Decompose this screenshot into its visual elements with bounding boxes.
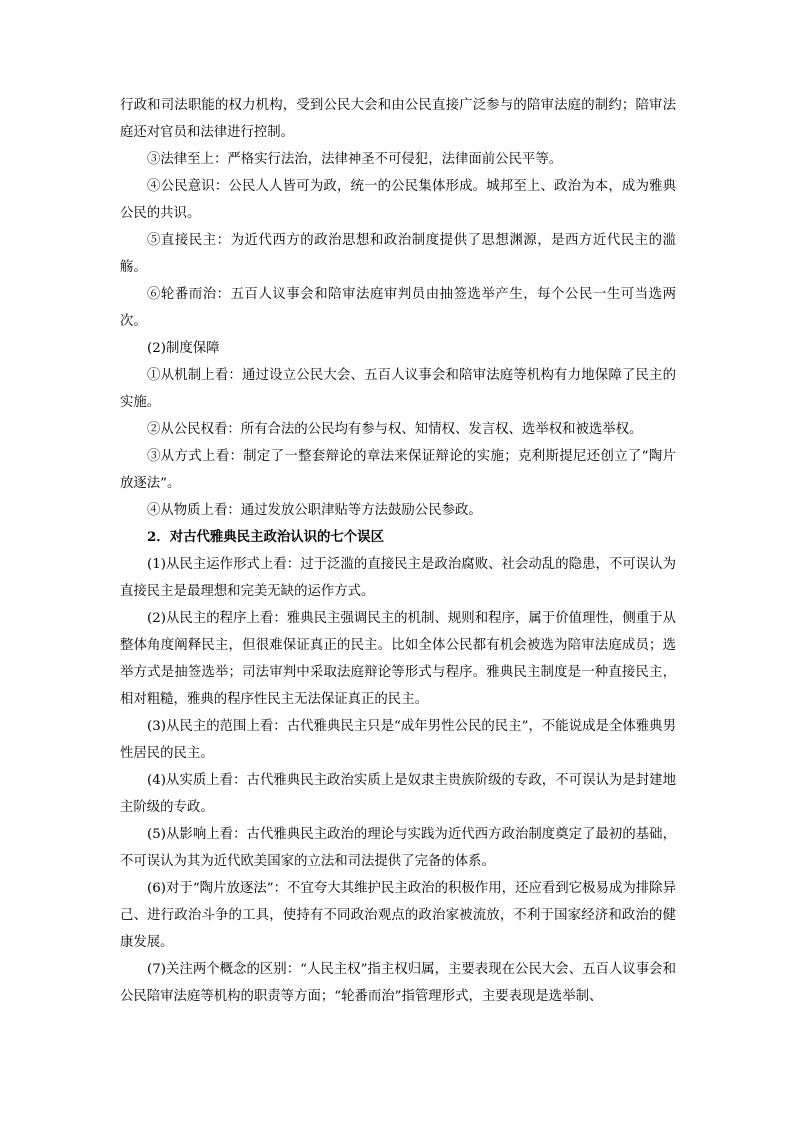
paragraph-rule-of-law: ③法律至上：严格实行法治，法律神圣不可侵犯，法律面前公民平等。 <box>147 152 563 167</box>
paragraph-mechanism: ①从机制上看：通过设立公民大会、五百人议事会和陪审法庭等机构有力地保障了民主的实施。 <box>120 368 676 410</box>
paragraph-misconception-3: (3)从民主的范围上看：古代雅典民主只是“成年男性公民的民主”，不能说成是全体雅典男性居民的民主。 <box>120 719 676 761</box>
paragraph-misconception-1: (1)从民主运作形式上看：过于泛滥的直接民主是政治腐败、社会动乱的隐患，不可误认为直接民主是最理想和完美无缺的运作方式。 <box>120 557 676 599</box>
paragraph-rotation-rule: ⑥轮番而治：五百人议事会和陪审法庭审判员由抽签选举产生，每个公民一生可当选两次。 <box>120 287 676 329</box>
paragraph-citizen-awareness: ④公民意识：公民人人皆可为政，统一的公民集体形成。城邦至上、政治为本，成为雅典公民的共识。 <box>120 179 676 221</box>
paragraph-misconception-7: (7)关注两个概念的区别：“人民主权”指主权归属，主要表现在公民大会、五百人议事会和公民陪审法庭等机构的职责等方面；“轮番而治”指管理形式，主要表现是选举制、 <box>120 962 676 1004</box>
subheading-institutional-guarantee: (2)制度保障 <box>147 341 220 356</box>
paragraph-citizen-rights: ②从公民权看：所有合法的公民均有参与权、知情权、发言权、选举权和被选举权。 <box>147 422 643 437</box>
paragraph-misconception-5: (5)从影响上看：古代雅典民主政治的理论与实践为近代西方政治制度奠定了最初的基础，不可误认为其为近代欧美国家的立法和司法提供了完备的体系。 <box>120 827 676 869</box>
paragraph-misconception-4: (4)从实质上看：古代雅典民主政治实质上是奴隶主贵族阶级的专政，不可误认为是封建地主阶级的专政。 <box>120 773 676 815</box>
paragraph-misconception-6: (6)对于“陶片放逐法”：不宜夸大其维护民主政治的积极作用，还应看到它极易成为排除异己、进行政治斗争的工具，使持有不同政治观点的政治家被流放，不利于国家经济和政治的健康发展。 <box>120 881 676 950</box>
paragraph-misconception-2: (2)从民主的程序上看：雅典民主强调民主的机制、规则和程序，属于价值理性，侧重于从整体角度阐释民主，但很难保证真正的民主。比如全体公民都有机会被选为陪审法庭成员；选举方式是抽签选举；司法审判中采取法庭辩论等形式与程序。雅典民主制度是一种直接民主，相对粗糙，雅典的程序性民主无法保证真正的民主。 <box>120 611 676 707</box>
paragraph-direct-democracy: ⑤直接民主：为近代西方的政治思想和政治制度提供了思想渊源，是西方近代民主的滥觞。 <box>120 233 676 275</box>
section-heading-misconceptions: 2．对古代雅典民主政治认识的七个误区 <box>147 529 384 545</box>
document-body <box>120 92 676 1010</box>
paragraph-continuation: 行政和司法职能的权力机构，受到公民大会和由公民直接广泛参与的陪审法庭的制约；陪审法庭还对官员和法律进行控制。 <box>120 98 676 140</box>
paragraph-methods: ③从方式上看：制定了一整套辩论的章法来保证辩论的实施；克利斯提尼还创立了“陶片放逐法”。 <box>120 449 676 491</box>
paragraph-material: ④从物质上看：通过发放公职津贴等方法鼓励公民参政。 <box>147 503 482 518</box>
